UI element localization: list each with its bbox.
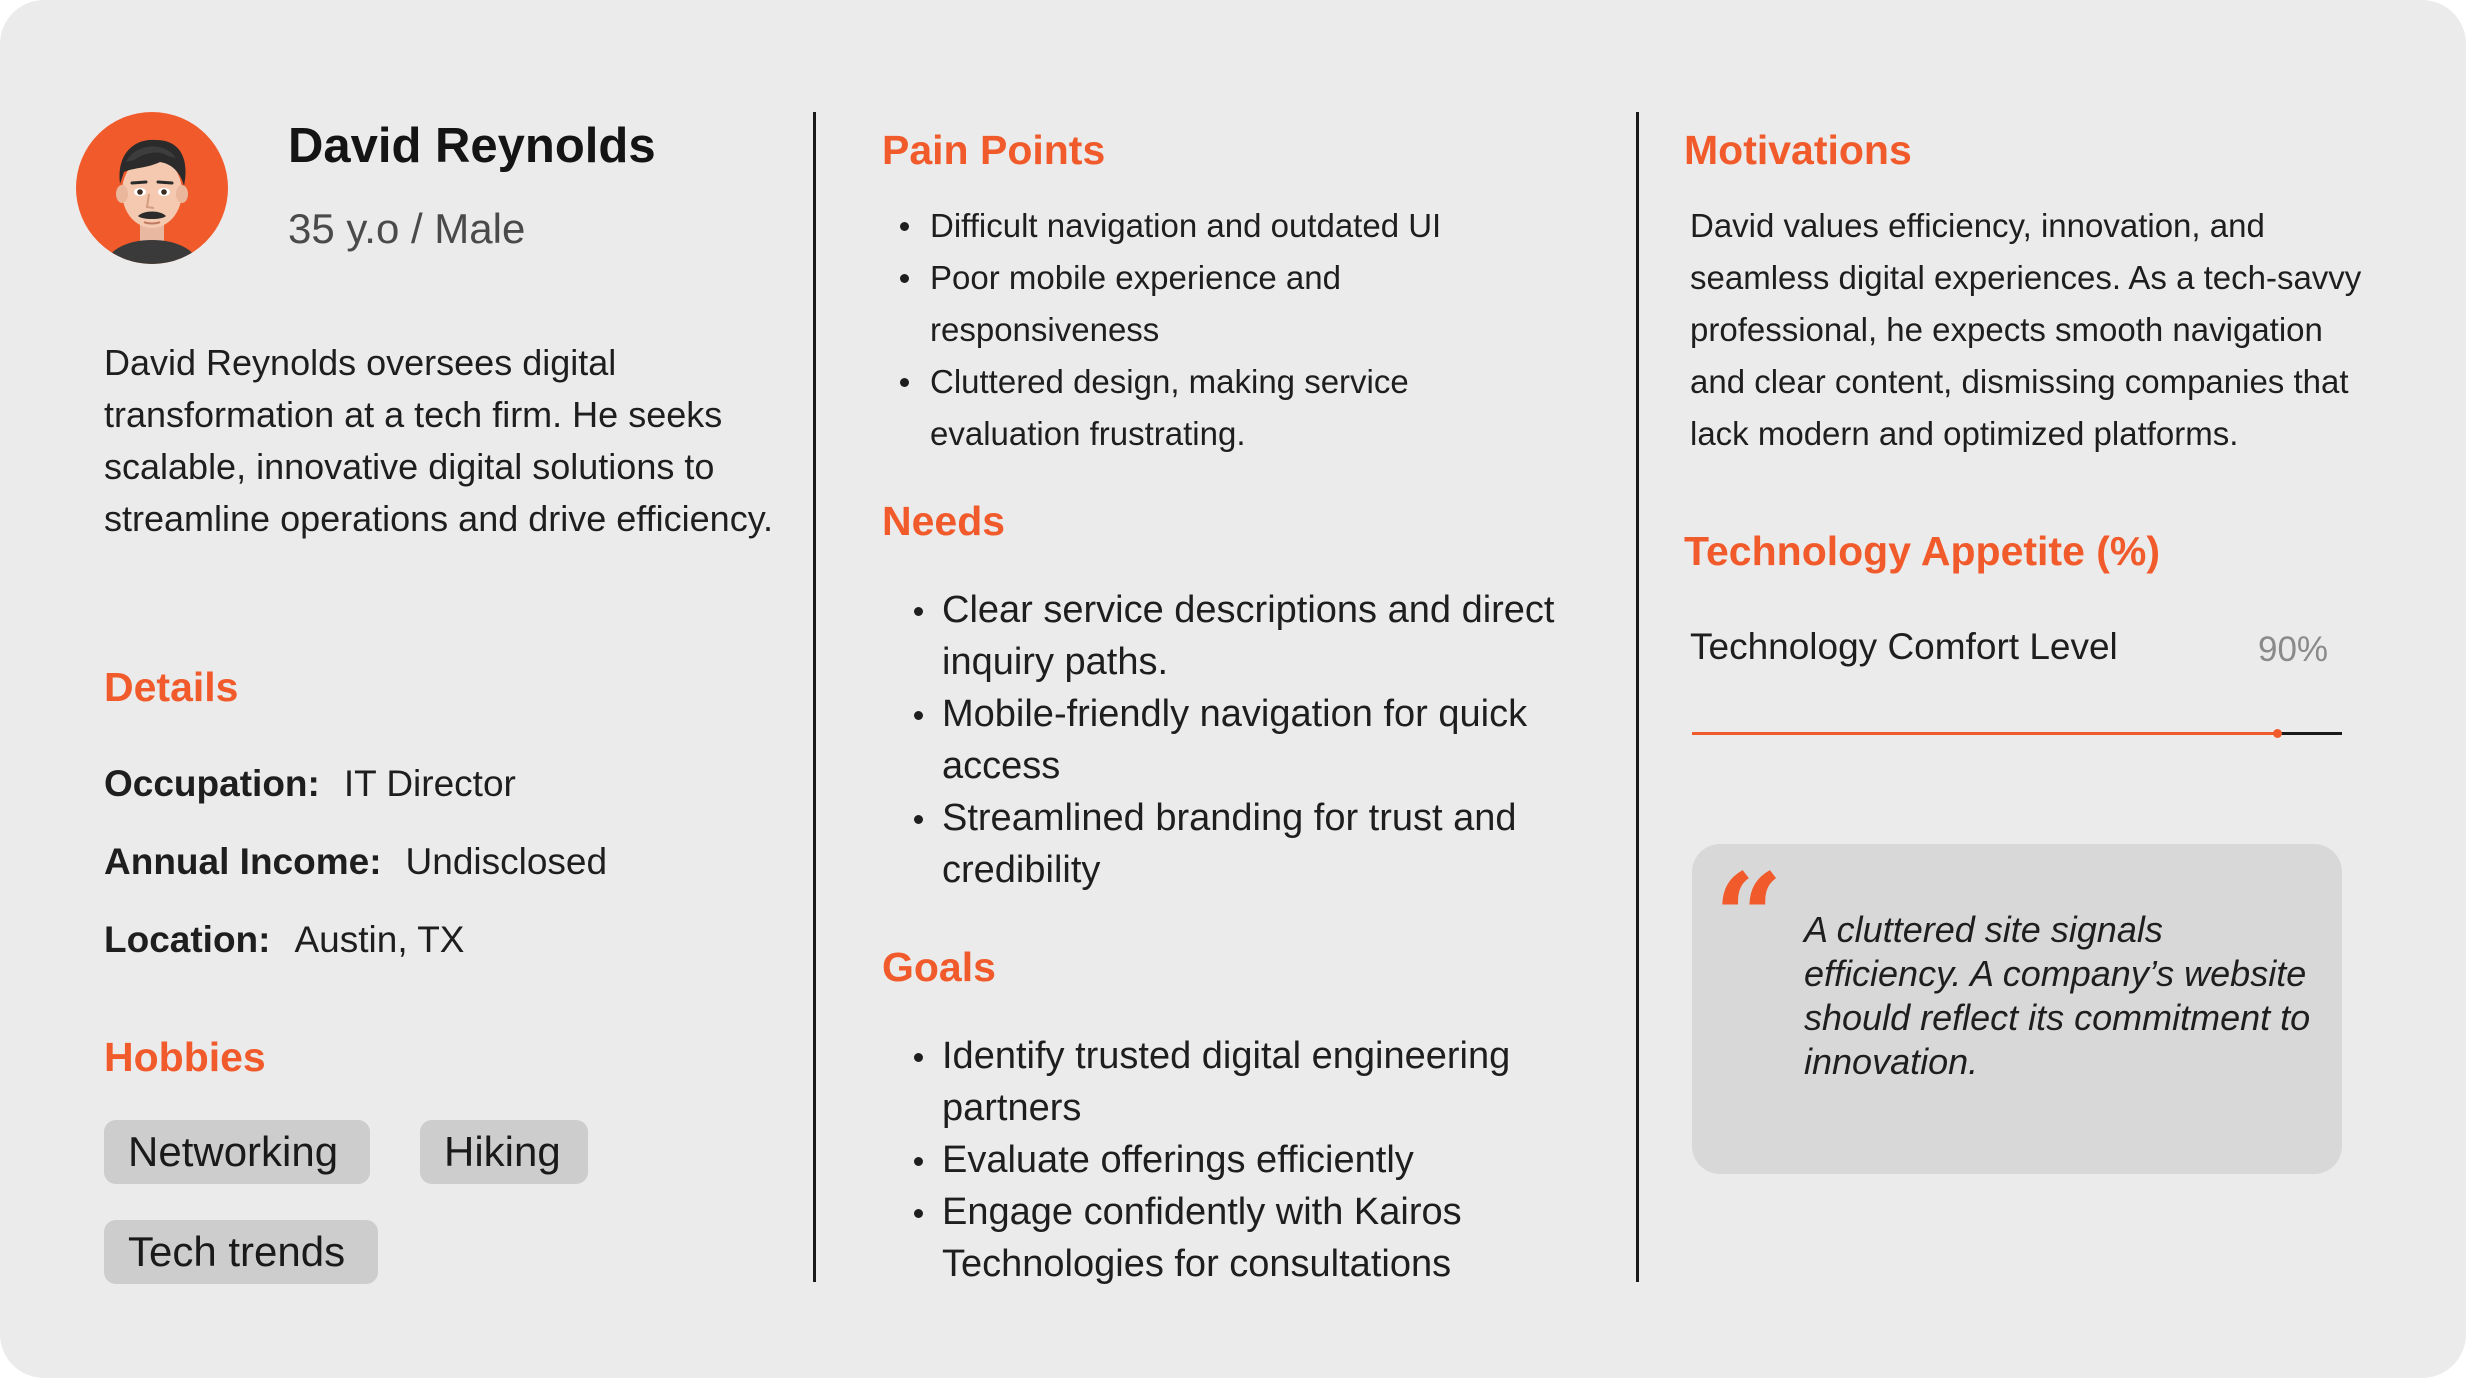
persona-name: David Reynolds bbox=[288, 119, 656, 173]
quote-mark-icon: “ bbox=[1714, 847, 1784, 988]
detail-income-value: Undisclosed bbox=[405, 841, 608, 882]
tech-comfort-knob bbox=[2273, 729, 2282, 738]
technology-heading: Technology Appetite (%) bbox=[1684, 528, 2161, 574]
list-item: Clear service descriptions and direct inquiry paths. bbox=[942, 584, 1582, 688]
list-item: Engage confidently with Kairos Technologies for consultations bbox=[942, 1186, 1582, 1290]
persona-bio: David Reynolds oversees digital transformation at a tech firm. He seeks scalable, innovative digital solutions to streamline operations and drive efficiency. bbox=[104, 342, 774, 539]
detail-income-label: Annual Income: bbox=[104, 841, 382, 882]
tech-comfort-label: Technology Comfort Level bbox=[1690, 626, 2118, 667]
list-item: Mobile-friendly navigation for quick access bbox=[942, 688, 1582, 792]
persona-age-gender: 35 y.o / Male bbox=[288, 205, 526, 252]
detail-location-label: Location: bbox=[104, 919, 271, 960]
hobby-tag: Tech trends bbox=[104, 1220, 378, 1284]
list-item: Poor mobile experience and responsiveness bbox=[930, 252, 1550, 356]
detail-occupation-label: Occupation: bbox=[104, 763, 320, 804]
quote-card bbox=[1692, 844, 2342, 1174]
details-heading: Details bbox=[104, 664, 239, 710]
quote-text: A cluttered site signals efficiency. A company’s website should reflect its commitment to innovation. bbox=[1804, 909, 2311, 1082]
list-item: Identify trusted digital engineering partners bbox=[942, 1030, 1582, 1134]
goals-heading: Goals bbox=[882, 944, 996, 990]
detail-location-value: Austin, TX bbox=[294, 919, 465, 960]
hobby-tag: Hiking bbox=[420, 1120, 588, 1184]
hobbies-heading: Hobbies bbox=[104, 1034, 266, 1080]
motivations-heading: Motivations bbox=[1684, 127, 1912, 173]
list-item: Evaluate offerings efficiently bbox=[942, 1134, 1582, 1186]
pain-points-heading: Pain Points bbox=[882, 127, 1106, 173]
column-divider bbox=[813, 112, 816, 1282]
needs-heading: Needs bbox=[882, 498, 1006, 544]
tech-comfort-bar bbox=[1692, 732, 2342, 735]
needs-list bbox=[942, 584, 1582, 896]
avatar bbox=[76, 112, 228, 264]
hobby-tag: Networking bbox=[104, 1120, 370, 1184]
detail-location bbox=[104, 919, 465, 961]
list-item: Cluttered design, making service evaluation frustrating. bbox=[930, 356, 1550, 460]
list-item: Difficult navigation and outdated UI bbox=[930, 200, 1550, 252]
detail-income bbox=[104, 841, 607, 883]
tech-comfort-value: 90% bbox=[2258, 630, 2329, 669]
detail-occupation bbox=[104, 763, 516, 805]
column-divider bbox=[1636, 112, 1639, 1282]
goals-list bbox=[942, 1030, 1582, 1290]
tech-comfort-fill bbox=[1692, 732, 2277, 735]
memoji-avatar-icon bbox=[76, 112, 228, 264]
list-item: Streamlined branding for trust and credibility bbox=[942, 792, 1582, 896]
pain-points-list bbox=[930, 200, 1550, 460]
detail-occupation-value: IT Director bbox=[343, 763, 516, 804]
motivations-text: David values efficiency, innovation, and seamless digital experiences. As a tech-savvy professional, he expects smooth navigation and clear content, dismissing companies that lack modern and optimized platforms. bbox=[1690, 207, 2362, 452]
